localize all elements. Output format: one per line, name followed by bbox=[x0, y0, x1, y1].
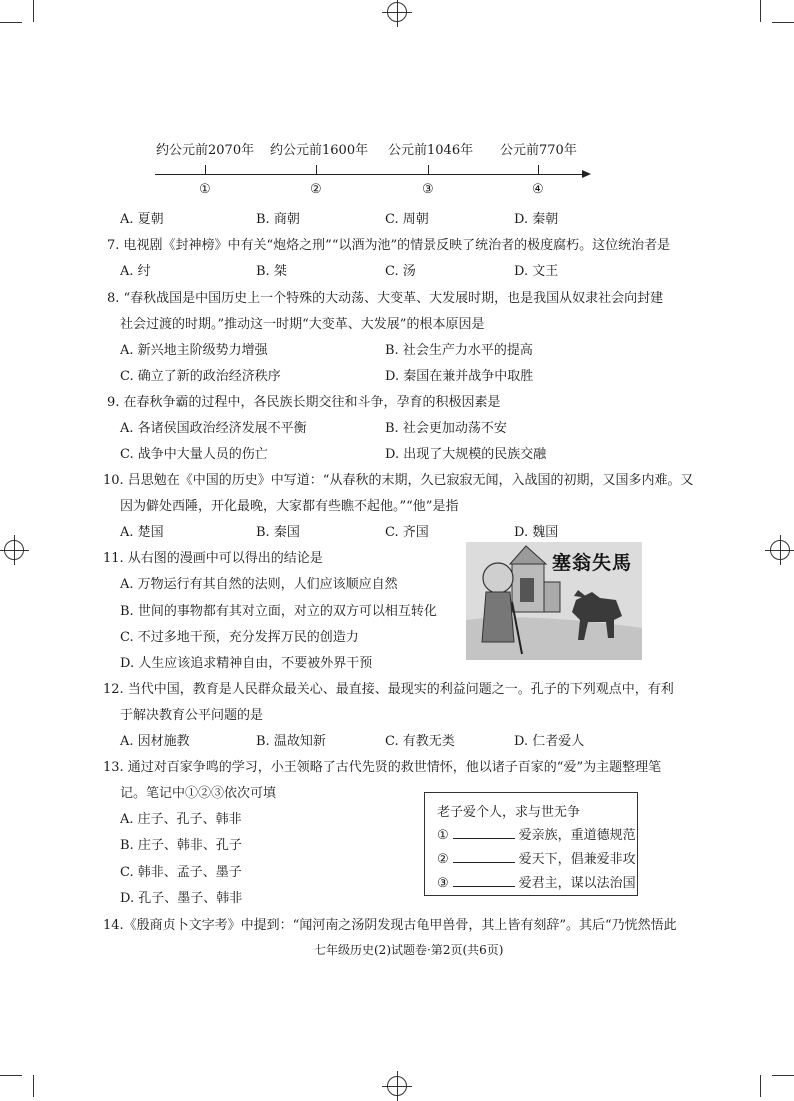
question-stem: 11. 从右图的漫画中可以得出的结论是 bbox=[103, 551, 323, 566]
option-a[interactable]: A. 万物运行有其自然的法则，人们应该顺应自然 bbox=[120, 577, 398, 592]
fill-blank[interactable] bbox=[453, 874, 515, 887]
note-row bbox=[437, 872, 636, 891]
note-header: 老子爱个人，求与世无争 bbox=[437, 805, 581, 820]
option-b[interactable]: B. 温故知新 bbox=[256, 734, 326, 749]
crop-mark bbox=[0, 1075, 22, 1076]
note-row bbox=[437, 848, 636, 867]
question-stem: 14.《殷商贞卜文字考》中提到：“闻河南之汤阴发现古龟甲兽骨，其上皆有刻辞”。其后“乃恍然悟此 bbox=[103, 918, 677, 933]
question-stem: 于解决教育公平问题的是 bbox=[120, 708, 264, 723]
option-d[interactable]: D. 魏国 bbox=[514, 525, 559, 540]
option-d[interactable]: D. 孔子、墨子、韩非 bbox=[120, 891, 243, 906]
note-number: ② bbox=[437, 852, 449, 867]
timeline-tick bbox=[538, 165, 539, 175]
cartoon-illustration bbox=[466, 542, 642, 660]
note-text: 爱君主，谋以法治国 bbox=[518, 876, 636, 891]
timeline-date: 公元前1046年 bbox=[388, 143, 474, 158]
option-b[interactable]: B. 社会更加动荡不安 bbox=[385, 421, 507, 436]
cartoon-title: 塞翁失馬 bbox=[552, 552, 633, 574]
option-d[interactable]: D. 秦国在兼并战争中取胜 bbox=[385, 369, 534, 384]
note-number: ③ bbox=[437, 876, 449, 891]
question-stem: 10. 吕思勉在《中国的历史》中写道：“从春秋的末期，久已寂寂无闻，入战国的初期，又国多内难。又 bbox=[103, 473, 694, 488]
option-c[interactable]: C. 有教无类 bbox=[385, 734, 455, 749]
option-d[interactable]: D. 秦朝 bbox=[514, 212, 559, 227]
crop-mark bbox=[760, 0, 761, 22]
question-stem: 9. 在春秋争霸的过程中，各民族长期交往和斗争，孕育的积极因素是 bbox=[107, 395, 501, 410]
note-row bbox=[437, 824, 636, 843]
option-c[interactable]: C. 汤 bbox=[385, 264, 416, 279]
crop-mark bbox=[33, 0, 34, 22]
option-d[interactable]: D. 人生应该追求精神自由，不要被外界干预 bbox=[120, 656, 373, 671]
option-b[interactable]: B. 庄子、韩非、孔子 bbox=[120, 838, 242, 853]
fill-blank[interactable] bbox=[453, 850, 515, 863]
option-b[interactable]: B. 商朝 bbox=[256, 212, 300, 227]
option-c[interactable]: C. 周朝 bbox=[385, 212, 429, 227]
timeline-tick bbox=[205, 165, 206, 175]
crop-mark bbox=[33, 1075, 34, 1097]
option-c[interactable]: C. 韩非、孟子、墨子 bbox=[120, 865, 242, 880]
question-stem: 12. 当代中国，教育是人民群众最关心、最直接、最现实的利益问题之一。孔子的下列观点中，有利 bbox=[103, 682, 674, 697]
note-text: 爱亲族，重道德规范 bbox=[518, 828, 636, 843]
option-a[interactable]: A. 楚国 bbox=[120, 525, 164, 540]
crop-mark bbox=[0, 22, 22, 23]
note-text: 爱天下，倡兼爱非攻 bbox=[518, 852, 636, 867]
option-c[interactable]: C. 战争中大量人员的伤亡 bbox=[120, 447, 268, 462]
option-c[interactable]: C. 齐国 bbox=[385, 525, 429, 540]
option-b[interactable]: B. 秦国 bbox=[256, 525, 300, 540]
timeline-date: 公元前770年 bbox=[500, 143, 577, 158]
timeline-tick bbox=[428, 165, 429, 175]
timeline-arrow bbox=[582, 170, 591, 178]
page-footer: 七年级历史(2)试题卷·第2页(共6页) bbox=[314, 943, 504, 957]
registration-mark bbox=[387, 2, 407, 22]
timeline-marker: ③ bbox=[422, 182, 434, 197]
option-b[interactable]: B. 世间的事物都有其对立面，对立的双方可以相互转化 bbox=[120, 604, 437, 619]
option-a[interactable]: A. 新兴地主阶级势力增强 bbox=[120, 343, 268, 358]
option-a[interactable]: A. 因材施教 bbox=[120, 734, 190, 749]
question-stem: 13. 通过对百家争鸣的学习，小王领略了古代先贤的救世情怀，他以诸子百家的“爱”为主题整理笔 bbox=[103, 760, 662, 775]
timeline-marker: ④ bbox=[532, 182, 544, 197]
question-stem: 7. 电视剧《封神榜》中有关“炮烙之刑”“以酒为池”的情景反映了统治者的极度腐朽。这位统治者是 bbox=[107, 238, 671, 253]
option-d[interactable]: D. 文王 bbox=[514, 264, 559, 279]
note-number: ① bbox=[437, 828, 449, 843]
option-c[interactable]: C. 不过多地干预，充分发挥万民的创造力 bbox=[120, 630, 359, 645]
option-a[interactable]: A. 各诸侯国政治经济发展不平衡 bbox=[120, 421, 307, 436]
crop-mark bbox=[772, 1075, 794, 1076]
timeline-marker: ① bbox=[199, 182, 211, 197]
registration-mark bbox=[387, 1076, 407, 1096]
timeline-date: 约公元前2070年 bbox=[156, 143, 255, 158]
registration-mark bbox=[4, 540, 24, 560]
note-box bbox=[424, 792, 638, 896]
option-c[interactable]: C. 确立了新的政治经济秩序 bbox=[120, 369, 281, 384]
option-b[interactable]: B. 桀 bbox=[256, 264, 287, 279]
crop-mark bbox=[760, 1075, 761, 1097]
option-d[interactable]: D. 出现了大规模的民族交融 bbox=[385, 447, 547, 462]
registration-mark bbox=[770, 540, 790, 560]
timeline-date: 约公元前1600年 bbox=[270, 143, 369, 158]
timeline-axis bbox=[155, 174, 583, 175]
question-stem: 社会过渡的时期。”推动这一时期“大变革、大发展”的根本原因是 bbox=[120, 317, 485, 332]
timeline-marker: ② bbox=[310, 182, 322, 197]
question-stem: 记。笔记中①②③依次可填 bbox=[120, 786, 277, 801]
option-d[interactable]: D. 仁者爱人 bbox=[514, 734, 585, 749]
option-a[interactable]: A. 纣 bbox=[120, 264, 151, 279]
crop-mark bbox=[772, 22, 794, 23]
option-a[interactable]: A. 庄子、孔子、韩非 bbox=[120, 812, 242, 827]
question-stem: 8. “春秋战国是中国历史上一个特殊的大动荡、大变革、大发展时期，也是我国从奴隶社会向封建 bbox=[107, 291, 664, 306]
timeline-tick bbox=[316, 165, 317, 175]
fill-blank[interactable] bbox=[453, 826, 515, 839]
option-b[interactable]: B. 社会生产力水平的提高 bbox=[385, 343, 533, 358]
option-a[interactable]: A. 夏朝 bbox=[120, 212, 164, 227]
question-stem: 因为僻处西陲，开化最晚，大家都有些瞧不起他。”“他”是指 bbox=[120, 499, 459, 514]
